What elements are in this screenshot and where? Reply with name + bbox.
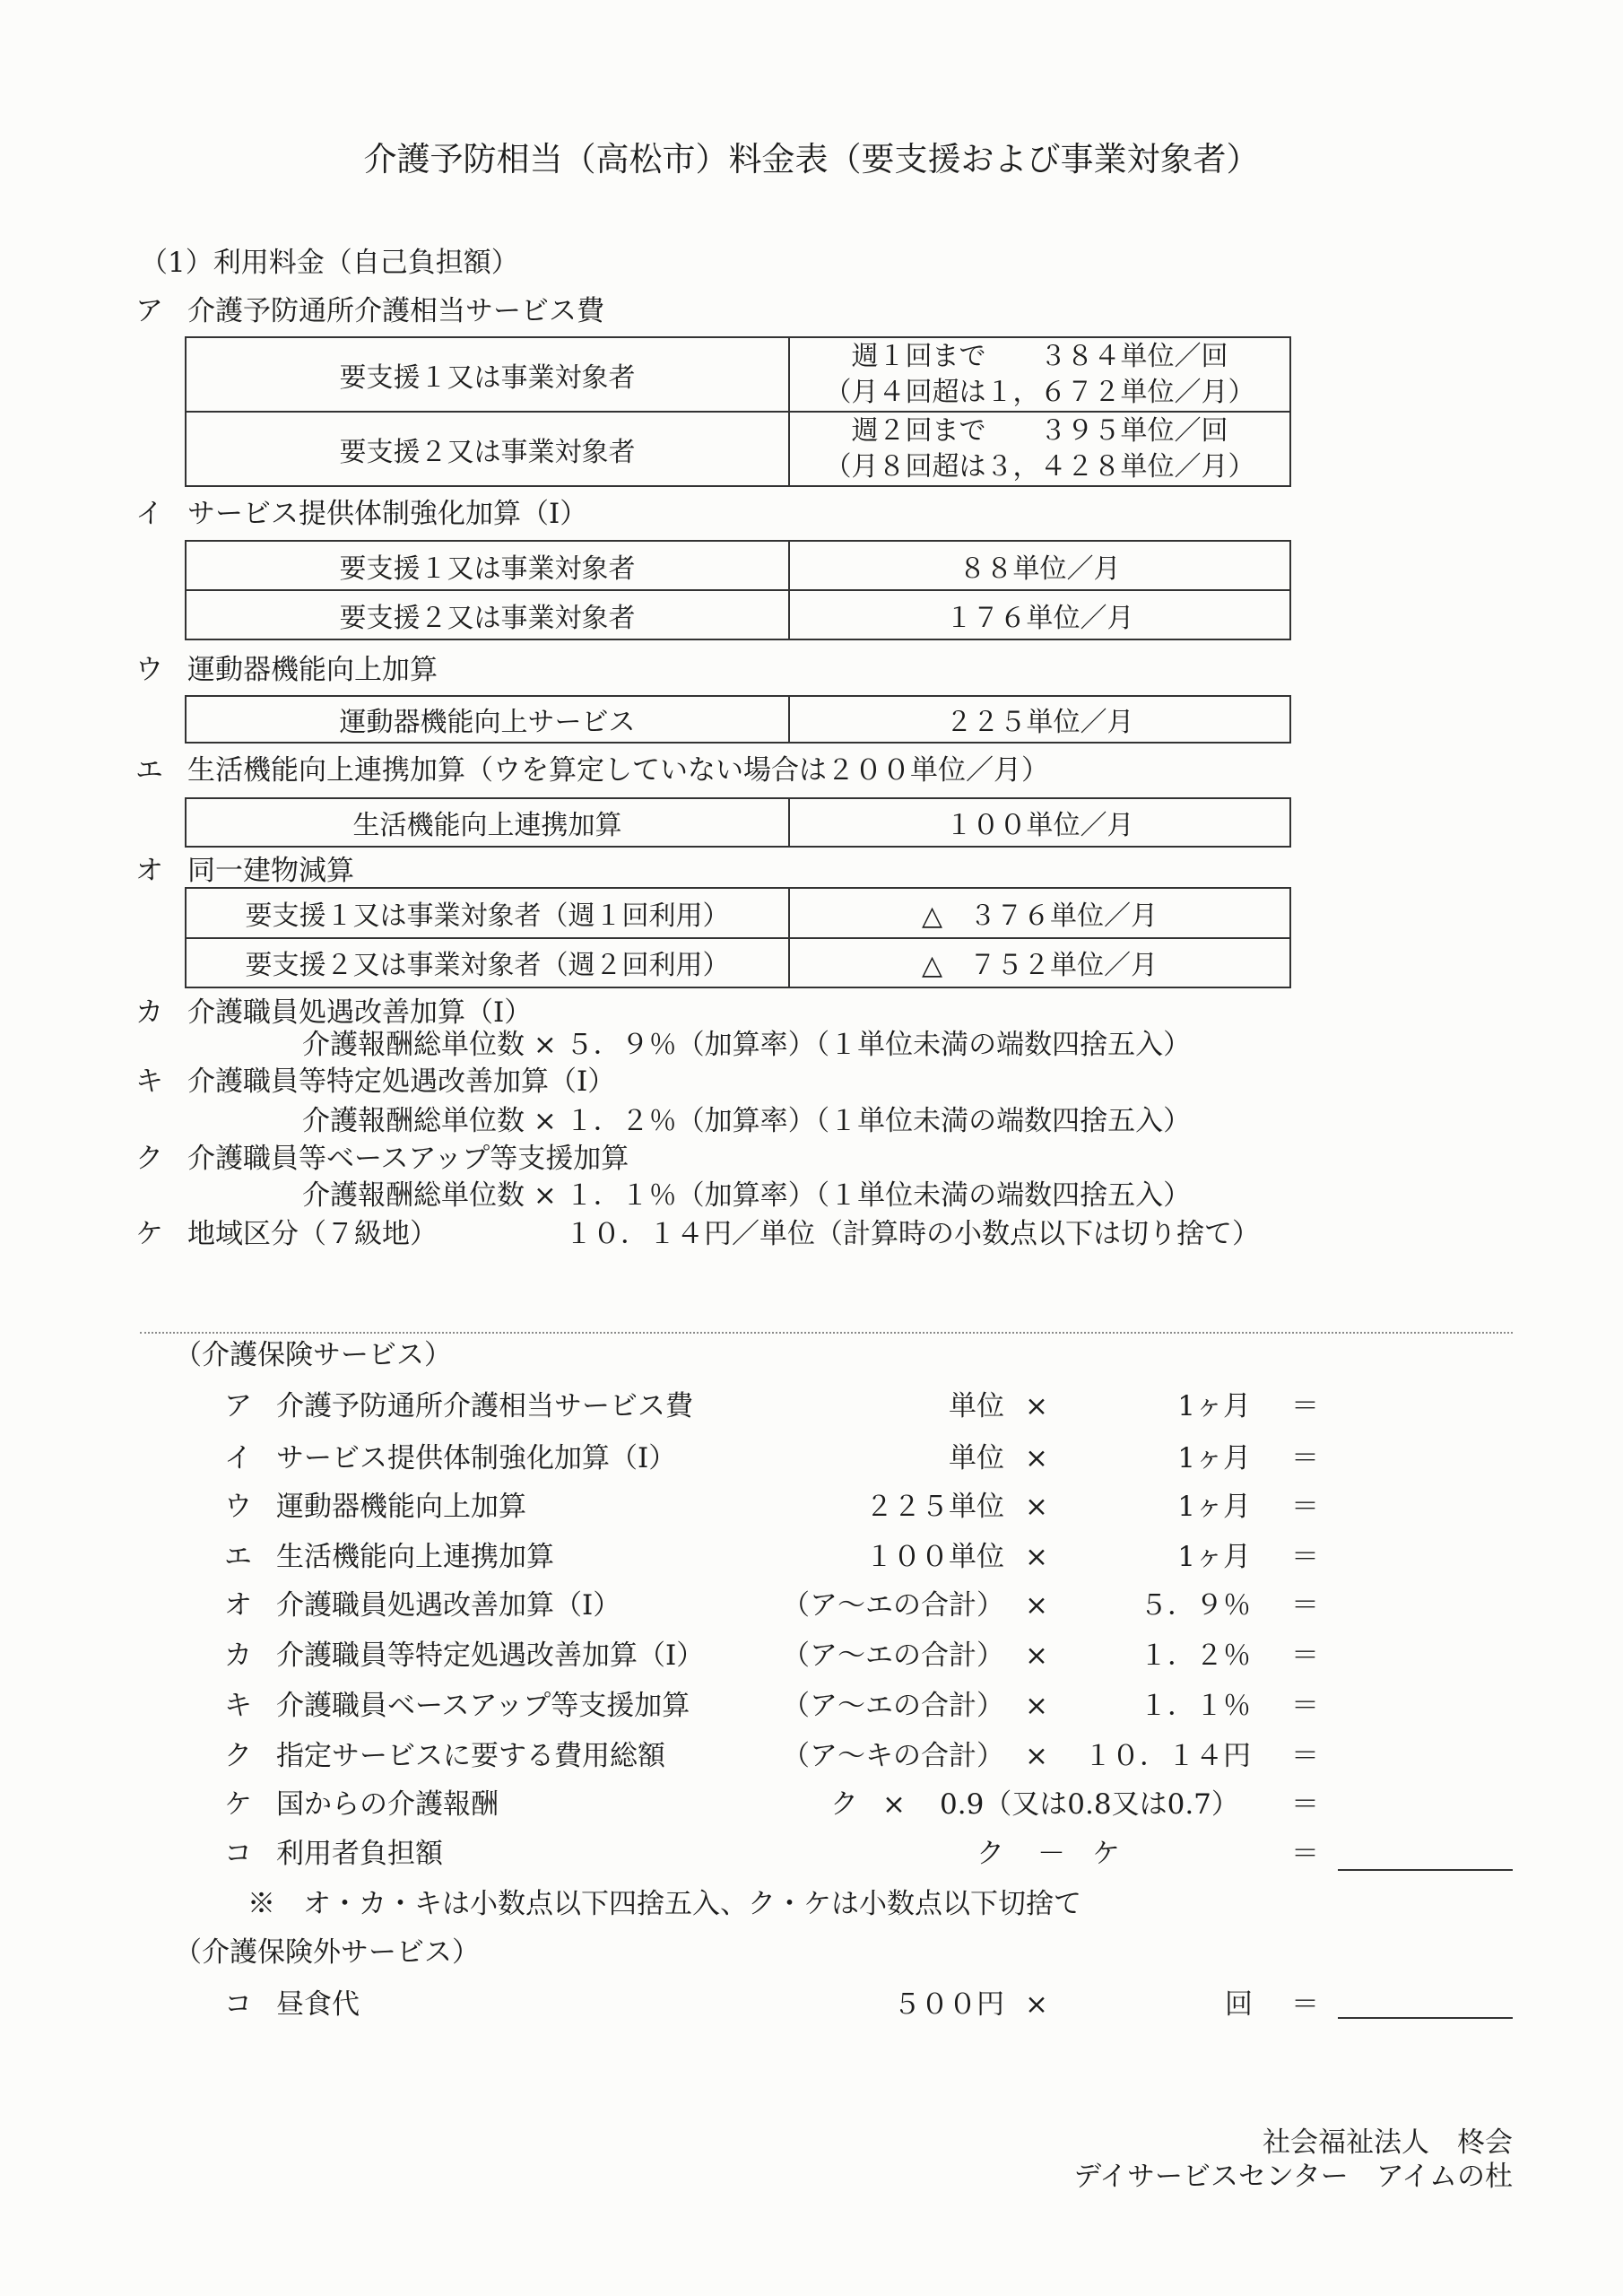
- fee-item-i: [135, 494, 587, 534]
- equals-sign: ＝: [1291, 1690, 1319, 1722]
- rate-cell: △ ７５２単位／月: [788, 939, 1289, 987]
- fee-item-e: [135, 751, 1049, 790]
- calc-label: 介護職員ベースアップ等支援加算: [276, 1690, 690, 1722]
- calc-value: 1ヶ月: [1177, 1390, 1251, 1422]
- calc-value: １．２％: [1140, 1639, 1251, 1672]
- formula-text: 介護報酬総単位数 × ５．９％（加算率）（１単位未満の端数四捨五入）: [302, 1029, 1192, 1061]
- fee-table-a: [185, 336, 1291, 487]
- calc-row: [0, 1537, 1623, 1577]
- calc-row: [0, 1487, 1623, 1526]
- calc-operand: ク: [830, 1788, 858, 1821]
- times-sign: ×: [1025, 1541, 1048, 1573]
- calc-unit: 単位: [949, 1442, 1004, 1474]
- facility-name: デイサービスセンター アイムの杜: [1073, 2161, 1513, 2193]
- rate-cell: [788, 338, 1289, 411]
- times-sign: ×: [1025, 1589, 1048, 1622]
- calc-row: [0, 1586, 1623, 1625]
- calc-letter: ク: [224, 1740, 252, 1772]
- page-title: 介護予防相当（高松市）料金表（要支援および事業対象者）: [363, 140, 1260, 178]
- rate-cell: １７６単位／月: [788, 591, 1289, 639]
- fee-table-e: [185, 797, 1291, 848]
- item-letter: イ: [135, 498, 163, 530]
- calc-label: 指定サービスに要する費用総額: [276, 1740, 665, 1772]
- item-letter: ケ: [135, 1218, 163, 1250]
- item-label: 介護職員処遇改善加算（Ⅰ）: [187, 996, 533, 1029]
- formula-text: 介護報酬総単位数 × １．２％（加算率）（１単位未満の端数四捨五入）: [302, 1105, 1192, 1137]
- equals-sign: ＝: [1291, 1589, 1319, 1622]
- organization-name: 社会福祉法人 柊会: [1263, 2126, 1513, 2159]
- calc-unit: （ア～エの合計）: [782, 1639, 1004, 1672]
- calc-unit: １００単位: [865, 1541, 1004, 1573]
- calc-row-ko: [0, 1834, 1623, 1874]
- fee-table-u: [185, 695, 1291, 744]
- calc-label: 昼食代: [276, 1988, 360, 2021]
- category-cell: 要支援２又は事業対象者: [339, 602, 636, 634]
- calc-value: ５．９％: [1140, 1589, 1251, 1622]
- category-cell: 要支援１又は事業対象者: [339, 361, 636, 394]
- calc-label: 利用者負担額: [276, 1838, 443, 1870]
- calc-unit: （ア～キの合計）: [782, 1740, 1004, 1772]
- uninsured-services-heading: （介護保険外サービス）: [174, 1936, 480, 1969]
- lunch-blank-line: [1338, 2017, 1513, 2019]
- fee-item-o: [135, 851, 354, 891]
- calc-unit: （ア～エの合計）: [782, 1589, 1004, 1622]
- rate-cell: △ ３７６単位／月: [788, 889, 1289, 937]
- rate-cell: [788, 413, 1289, 485]
- table-row: [187, 542, 1289, 589]
- section-heading: （1）利用料金（自己負担額）: [140, 247, 519, 279]
- formula-text: 介護報酬総単位数 × １．１％（加算率）（１単位未満の端数四捨五入）: [302, 1179, 1192, 1212]
- calc-label: 生活機能向上連携加算: [276, 1541, 554, 1573]
- equals-sign: ＝: [1291, 1491, 1319, 1523]
- item-label: 介護予防通所介護相当サービス費: [187, 295, 604, 327]
- rate-note: （月８回超は３，４２８単位／月）: [824, 450, 1255, 483]
- calc-unit: ２２５単位: [865, 1491, 1004, 1523]
- insured-services-heading: （介護保険サービス）: [174, 1339, 452, 1371]
- calc-value: 1ヶ月: [1177, 1491, 1251, 1523]
- calc-label: 運動器機能向上加算: [276, 1491, 526, 1523]
- times-sign: ×: [1025, 1740, 1048, 1772]
- item-label: 生活機能向上連携加算（ウを算定していない場合は２００単位／月）: [187, 754, 1049, 787]
- item-label: 地域区分（７級地）: [187, 1218, 438, 1250]
- table-row: [187, 411, 1289, 485]
- calc-label: 国からの介護報酬: [276, 1788, 499, 1821]
- item-letter: ア: [135, 295, 163, 327]
- equals-sign: ＝: [1291, 1390, 1319, 1422]
- item-letter: ウ: [135, 654, 163, 686]
- calc-letter: エ: [224, 1541, 252, 1573]
- reimbursement-factor: 0.9（又は0.8又は0.7）: [940, 1788, 1239, 1821]
- dotted-divider: [140, 1332, 1513, 1334]
- times-sign: ×: [882, 1788, 906, 1821]
- item-letter: カ: [135, 996, 163, 1029]
- equals-sign: ＝: [1291, 1541, 1319, 1573]
- area-rate-text: １０．１４円／単位（計算時の小数点以下は切り捨て）: [565, 1218, 1260, 1250]
- table-row: [187, 697, 1289, 742]
- equals-sign: ＝: [1291, 1838, 1319, 1870]
- times-sign: ×: [1025, 1690, 1048, 1722]
- calc-operand: ク: [976, 1838, 1004, 1870]
- fee-item-ke: [135, 1214, 438, 1254]
- calc-letter: オ: [224, 1589, 252, 1622]
- table-row: [187, 889, 1289, 937]
- calc-letter: カ: [224, 1639, 252, 1672]
- equals-sign: ＝: [1291, 1788, 1319, 1821]
- calc-unit: 単位: [949, 1390, 1004, 1422]
- table-row: [187, 937, 1289, 987]
- table-row: [187, 799, 1289, 846]
- user-charge-blank-line: [1338, 1869, 1513, 1871]
- calc-row: [0, 1439, 1623, 1478]
- rate-cell: １００単位／月: [788, 799, 1289, 846]
- rate-line: 週１回まで ３８４単位／回: [851, 340, 1228, 372]
- calc-label: サービス提供体制強化加算（Ⅰ）: [276, 1442, 677, 1474]
- calc-unit: （ア～エの合計）: [782, 1690, 1004, 1722]
- item-label: 介護職員等ベースアップ等支援加算: [187, 1143, 629, 1175]
- count-unit: 回: [1225, 1988, 1253, 2021]
- equals-sign: ＝: [1291, 1639, 1319, 1672]
- fee-table-i: [185, 540, 1291, 640]
- item-letter: エ: [135, 754, 163, 787]
- calc-label: 介護予防通所介護相当サービス費: [276, 1390, 693, 1422]
- calc-label: 介護職員処遇改善加算（Ⅰ）: [276, 1589, 621, 1622]
- category-cell: 生活機能向上連携加算: [352, 810, 622, 841]
- times-sign: ×: [1025, 1491, 1048, 1523]
- category-cell: 要支援１又は事業対象者: [339, 552, 636, 585]
- calc-letter: ウ: [224, 1491, 252, 1523]
- calc-row: [0, 1686, 1623, 1726]
- calc-letter: コ: [224, 1988, 252, 2021]
- calc-value: １０．１４円: [1084, 1740, 1251, 1772]
- calc-label: 介護職員等特定処遇改善加算（Ⅰ）: [276, 1639, 705, 1672]
- equals-sign: ＝: [1291, 1442, 1319, 1474]
- calc-row: [0, 1387, 1623, 1426]
- calc-value: 1ヶ月: [1177, 1541, 1251, 1573]
- category-cell: 運動器機能向上サービス: [339, 707, 636, 738]
- equals-sign: ＝: [1291, 1740, 1319, 1772]
- calc-letter: ケ: [224, 1788, 252, 1821]
- fee-item-u: [135, 650, 438, 690]
- times-sign: ×: [1025, 1442, 1048, 1474]
- equals-sign: ＝: [1291, 1988, 1319, 2021]
- rate-cell: ２２５単位／月: [788, 697, 1289, 742]
- item-label: サービス提供体制強化加算（Ⅰ）: [187, 498, 588, 530]
- calc-letter: コ: [224, 1838, 252, 1870]
- calc-row: [0, 1636, 1623, 1675]
- category-cell: 要支援２又は事業対象者（週２回利用）: [245, 950, 730, 982]
- calc-letter: ア: [224, 1390, 252, 1422]
- item-letter: オ: [135, 855, 163, 887]
- item-letter: キ: [135, 1065, 163, 1098]
- times-sign: ×: [1025, 1988, 1048, 2021]
- rounding-note: ※ オ・カ・キは小数点以下四捨五入、ク・ケは小数点以下切捨て: [247, 1888, 1081, 1920]
- calc-value: １．１％: [1140, 1690, 1251, 1722]
- lunch-price: ５００円: [893, 1988, 1004, 2021]
- rate-line: 週２回まで ３９５単位／回: [851, 414, 1228, 447]
- calc-operand: ケ: [1092, 1838, 1120, 1870]
- table-row: [187, 338, 1289, 411]
- item-label: 同一建物減算: [187, 855, 354, 887]
- times-sign: ×: [1025, 1639, 1048, 1672]
- item-letter: ク: [135, 1143, 163, 1175]
- times-sign: ×: [1025, 1390, 1048, 1422]
- rate-cell: ８８単位／月: [788, 542, 1289, 589]
- fee-item-a: [135, 291, 604, 331]
- fee-item-ku: [135, 1139, 629, 1178]
- calc-value: 1ヶ月: [1177, 1442, 1251, 1474]
- fee-table-o: [185, 887, 1291, 988]
- calc-row: [0, 1736, 1623, 1776]
- item-label: 運動器機能向上加算: [187, 654, 438, 686]
- calc-row-ke: [0, 1785, 1623, 1824]
- table-row: [187, 589, 1289, 639]
- rate-note: （月４回超は１，６７２単位／月）: [824, 376, 1255, 408]
- item-label: 介護職員等特定処遇改善加算（Ⅰ）: [187, 1065, 616, 1098]
- fee-item-ki: [135, 1062, 615, 1101]
- category-cell: 要支援２又は事業対象者: [339, 436, 636, 468]
- calc-letter: キ: [224, 1690, 252, 1722]
- minus-sign: －: [1037, 1838, 1065, 1870]
- calc-letter: イ: [224, 1442, 252, 1474]
- category-cell: 要支援１又は事業対象者（週１回利用）: [245, 900, 730, 932]
